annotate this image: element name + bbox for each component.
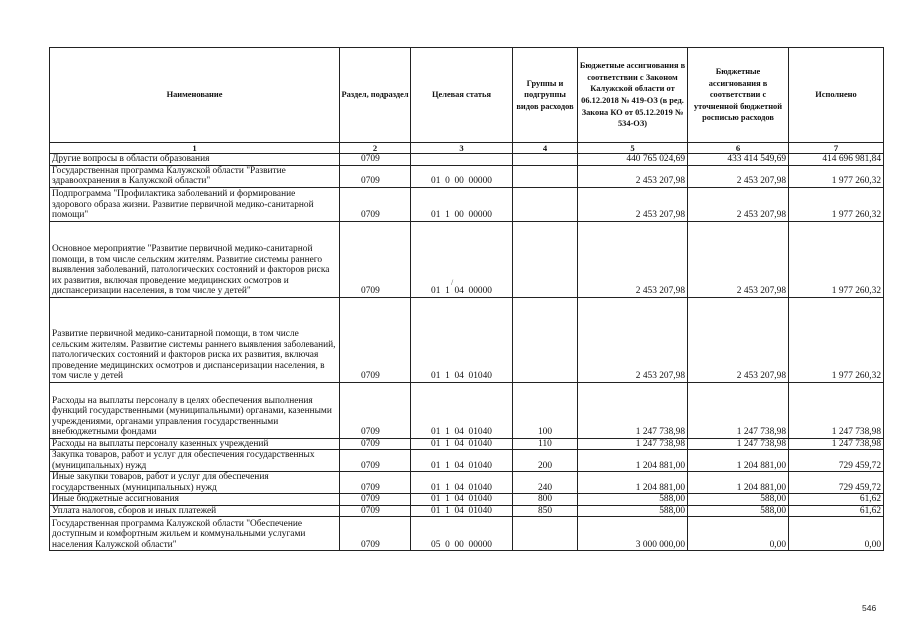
row-budget-refined: 588,00 (688, 494, 789, 506)
row-budget-refined: 1 247 738,98 (688, 438, 789, 450)
header-target-article: Целевая статья (411, 48, 513, 143)
row-budget-law: 588,00 (578, 494, 688, 506)
row-section: 0709 (340, 505, 411, 517)
row-name: Иные бюджетные ассигнования (50, 494, 340, 506)
row-executed: 729 459,72 (789, 450, 884, 472)
row-expense-group (513, 165, 578, 187)
row-target-article: 01 0 00 00000 (411, 165, 513, 187)
row-budget-law: 2 453 207,98 (578, 221, 688, 297)
column-number-row (50, 143, 884, 154)
row-target-article: 01 1 04 01040 (411, 297, 513, 382)
row-budget-law: 440 765 024,69 (578, 154, 688, 166)
row-name: Основное мероприятие "Развитие первичной медико-санитарной помощи, в том числе сельским жителям. Развитие системы раннего выявления заболеваний, патологических состояний и факторов риска их развития, включая проведение медицинских осмотров и диспансеризации населения, в том числе у детей" (50, 221, 340, 297)
row-target-article: 01 1 04 01040 (411, 494, 513, 506)
row-budget-law: 2 453 207,98 (578, 187, 688, 221)
row-target-article: 05 0 00 00000 (411, 517, 513, 551)
row-budget-refined: 2 453 207,98 (688, 221, 789, 297)
table-body (50, 143, 884, 551)
row-name: Государственная программа Калужской области "Обеспечение доступным и комфортным жильем и коммунальными услугами населения Калужской области" (50, 517, 340, 551)
table-row (50, 517, 884, 551)
row-budget-law: 588,00 (578, 505, 688, 517)
row-target-article (411, 154, 513, 166)
row-expense-group (513, 517, 578, 551)
row-budget-refined: 433 414 549,69 (688, 154, 789, 166)
budget-table (49, 47, 884, 551)
row-budget-law: 3 000 000,00 (578, 517, 688, 551)
row-section: 0709 (340, 297, 411, 382)
table-row (50, 505, 884, 517)
row-section: 0709 (340, 187, 411, 221)
row-name: Подпрограмма "Профилактика заболеваний и формирование здорового образа жизни. Развитие первичной медико-санитарной помощи" (50, 187, 340, 221)
row-name: Уплата налогов, сборов и иных платежей (50, 505, 340, 517)
table-row (50, 297, 884, 382)
row-executed: 1 977 260,32 (789, 187, 884, 221)
row-expense-group (513, 297, 578, 382)
row-budget-refined: 2 453 207,98 (688, 297, 789, 382)
row-section: 0709 (340, 517, 411, 551)
row-target-article: 01 1 04 01040 (411, 505, 513, 517)
column-number: 4 (513, 143, 578, 154)
table-row (50, 154, 884, 166)
row-executed: 729 459,72 (789, 472, 884, 494)
row-budget-refined: 588,00 (688, 505, 789, 517)
header-expense-groups: Группы и подгруппы видов расходов (513, 48, 578, 143)
row-executed: 0,00 (789, 517, 884, 551)
row-executed: 1 977 260,32 (789, 221, 884, 297)
row-budget-law: 1 204 881,00 (578, 472, 688, 494)
row-target-article: 01 1 04 01040 (411, 438, 513, 450)
row-section: 0709 (340, 494, 411, 506)
row-executed: 61,62 (789, 505, 884, 517)
row-section: 0709 (340, 154, 411, 166)
header-budget-refined: Бюджетные ассигнования в соответствии с уточненной бюджетной росписью расходов (688, 48, 789, 143)
row-budget-law: 2 453 207,98 (578, 165, 688, 187)
row-budget-refined: 2 453 207,98 (688, 187, 789, 221)
row-target-article: 01 1 04 01040 (411, 450, 513, 472)
header-section: Раздел, подраздел (340, 48, 411, 143)
table-row (50, 472, 884, 494)
column-number: 6 (688, 143, 789, 154)
row-name: Государственная программа Калужской области "Развитие здравоохранения в Калужской области" (50, 165, 340, 187)
row-budget-refined: 0,00 (688, 517, 789, 551)
row-budget-refined: 2 453 207,98 (688, 165, 789, 187)
table-row (50, 221, 884, 297)
row-target-article: 01 1 04 01040 (411, 382, 513, 438)
row-budget-law: 1 204 881,00 (578, 450, 688, 472)
row-expense-group: 200 (513, 450, 578, 472)
row-name: Закупка товаров, работ и услуг для обеспечения государственных (муниципальных) нужд (50, 450, 340, 472)
row-executed: 414 696 981,84 (789, 154, 884, 166)
row-expense-group: 850 (513, 505, 578, 517)
header-budget-law: Бюджетные ассигнования в соответствии с Законом Калужской области от 06.12.2018 № 419-ОЗ (в ред. Закона КО от 05.12.2019 № 534-ОЗ) (578, 48, 688, 143)
column-number: 1 (50, 143, 340, 154)
row-expense-group: 240 (513, 472, 578, 494)
table-row (50, 450, 884, 472)
row-section: 0709 (340, 450, 411, 472)
row-section: 0709 (340, 221, 411, 297)
row-name: Иные закупки товаров, работ и услуг для обеспечения государственных (муниципальных) нужд (50, 472, 340, 494)
row-section: 0709 (340, 165, 411, 187)
row-target-article: 01 1 04 00000 (411, 221, 513, 297)
stray-pen-mark: / (451, 278, 454, 287)
column-number: 5 (578, 143, 688, 154)
row-executed: 61,62 (789, 494, 884, 506)
row-expense-group (513, 187, 578, 221)
row-budget-law: 1 247 738,98 (578, 382, 688, 438)
row-executed: 1 247 738,98 (789, 438, 884, 450)
row-expense-group (513, 221, 578, 297)
table-row (50, 438, 884, 450)
row-name: Расходы на выплаты персоналу казенных учреждений (50, 438, 340, 450)
column-number: 3 (411, 143, 513, 154)
row-budget-refined: 1 204 881,00 (688, 472, 789, 494)
row-target-article: 01 1 00 00000 (411, 187, 513, 221)
row-section: 0709 (340, 382, 411, 438)
table-header (50, 48, 884, 143)
table-row (50, 187, 884, 221)
table-row (50, 382, 884, 438)
row-name: Развитие первичной медико-санитарной помощи, в том числе сельским жителям. Развитие системы раннего выявления заболеваний, патологических состояний и факторов риска их развития, включая проведение медицинских осмотров и диспансеризации населения, в том числе у детей (50, 297, 340, 382)
table-row (50, 165, 884, 187)
table-row (50, 494, 884, 506)
header-executed: Исполнено (789, 48, 884, 143)
page-number: 546 (862, 603, 877, 613)
row-budget-law: 2 453 207,98 (578, 297, 688, 382)
header-name: Наименование (50, 48, 340, 143)
row-expense-group: 800 (513, 494, 578, 506)
row-executed: 1 977 260,32 (789, 165, 884, 187)
row-name: Расходы на выплаты персоналу в целях обеспечения выполнения функций государственными (муниципальными) органами, казенными учреждениями, органами управления государственными внебюджетными фондами (50, 382, 340, 438)
row-budget-refined: 1 204 881,00 (688, 450, 789, 472)
row-expense-group: 110 (513, 438, 578, 450)
column-number: 2 (340, 143, 411, 154)
row-budget-refined: 1 247 738,98 (688, 382, 789, 438)
row-section: 0709 (340, 472, 411, 494)
row-expense-group: 100 (513, 382, 578, 438)
row-executed: 1 977 260,32 (789, 297, 884, 382)
row-name: Другие вопросы в области образования (50, 154, 340, 166)
column-number: 7 (789, 143, 884, 154)
row-section: 0709 (340, 438, 411, 450)
row-expense-group (513, 154, 578, 166)
row-budget-law: 1 247 738,98 (578, 438, 688, 450)
row-target-article: 01 1 04 01040 (411, 472, 513, 494)
row-executed: 1 247 738,98 (789, 382, 884, 438)
